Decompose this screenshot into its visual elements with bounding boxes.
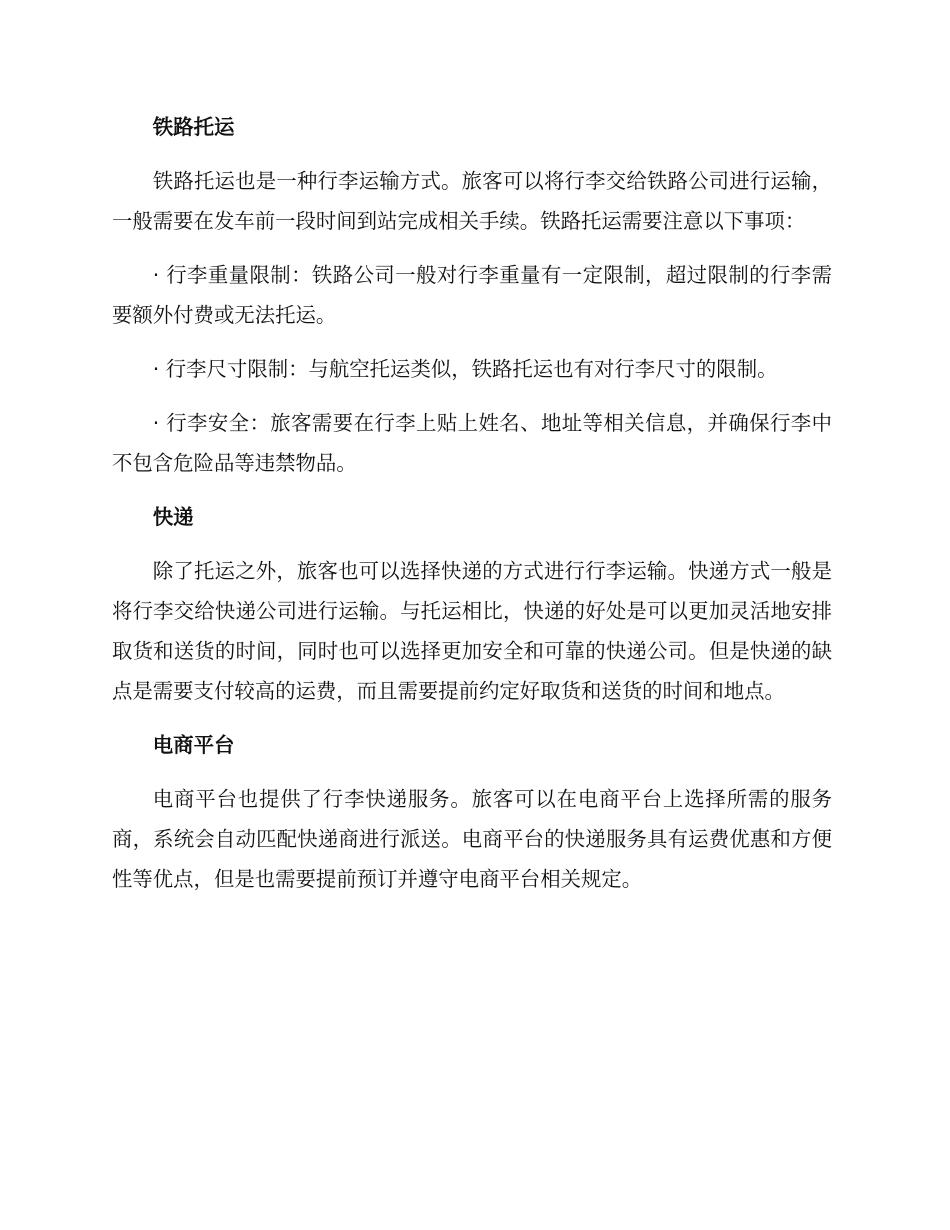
section-railway-checkin: [112, 107, 832, 483]
bullet-item: · 行李尺寸限制：与航空托运类似，铁路托运也有对行李尺寸的限制。: [152, 357, 778, 381]
document-page: [112, 107, 832, 913]
section-heading: 铁路托运: [152, 115, 235, 139]
bullet-item: · 行李安全：旅客需要在行李上贴上姓名、地址等相关信息，并确保行李中不包含危险品等违禁物品。: [112, 411, 832, 475]
section-express-delivery: [112, 497, 832, 711]
paragraph: 除了托运之外，旅客也可以选择快递的方式进行行李运输。快递方式一般是将行李交给快递公司进行运输。与托运相比，快递的好处是可以更加灵活地安排取货和送货的时间，同时也可以选择更加安全和可靠的快递公司。但是快递的缺点是需要支付较高的运费，而且需要提前约定好取货和送货的时间和地点。: [112, 559, 832, 703]
section-heading: 快递: [152, 505, 194, 529]
paragraph: 铁路托运也是一种行李运输方式。旅客可以将行李交给铁路公司进行运输，一般需要在发车前一段时间到站完成相关手续。铁路托运需要注意以下事项：: [112, 169, 832, 233]
paragraph: 电商平台也提供了行李快递服务。旅客可以在电商平台上选择所需的服务商，系统会自动匹配快递商进行派送。电商平台的快递服务具有运费优惠和方便性等优点，但是也需要提前预订并遵守电商平台相关规定。: [112, 787, 832, 891]
bullet-item: · 行李重量限制：铁路公司一般对行李重量有一定限制，超过限制的行李需要额外付费或无法托运。: [112, 263, 832, 327]
section-heading: 电商平台: [152, 733, 235, 757]
section-ecommerce-platform: [112, 725, 832, 899]
